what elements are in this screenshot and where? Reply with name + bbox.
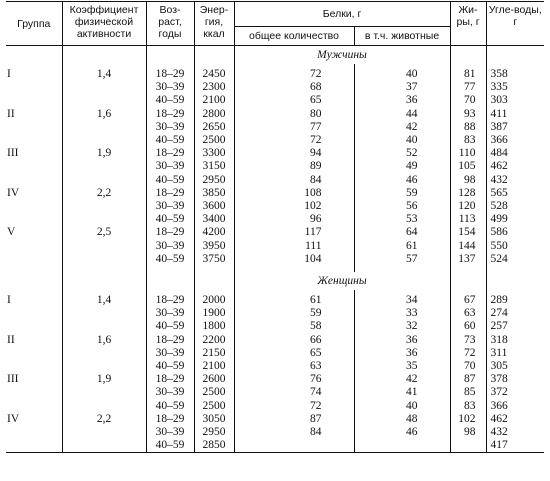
cell-energy: 3750 — [194, 253, 234, 266]
cell-carbs: 565 — [486, 187, 544, 200]
cell-group: III — [7, 373, 19, 386]
cell-activity: 1,6 — [62, 108, 146, 121]
cell-protein-animal: 41 — [354, 386, 450, 399]
cell-carbs: 462 — [486, 160, 544, 173]
cell-protein-total: 117 — [234, 226, 354, 239]
cell-protein-animal — [354, 439, 450, 453]
cell-protein-animal: 32 — [354, 320, 450, 333]
cell-age: 18–29 — [146, 187, 194, 200]
cell-age: 30–39 — [146, 160, 194, 173]
cell-protein-total: 87 — [234, 413, 354, 426]
cell-activity — [62, 400, 146, 413]
cell-protein-animal: 36 — [354, 347, 450, 360]
cell-protein-animal: 48 — [354, 413, 450, 426]
cell-energy: 1900 — [194, 307, 234, 320]
cell-protein-total: 96 — [234, 213, 354, 226]
cell-energy: 2200 — [194, 334, 234, 347]
cell-carbs: 524 — [486, 253, 544, 266]
cell-fat: 110 — [450, 147, 486, 160]
cell-age: 18–29 — [146, 294, 194, 307]
cell-protein-total: 74 — [234, 386, 354, 399]
table-body — [6, 46, 544, 453]
cell-protein-total: 65 — [234, 94, 354, 107]
cell-protein-animal: 59 — [354, 187, 450, 200]
empty-cell — [146, 46, 194, 65]
cell-protein-animal: 53 — [354, 213, 450, 226]
cell-fat: 93 — [450, 108, 486, 121]
cell-age: 30–39 — [146, 307, 194, 320]
cell-protein-total: 72 — [234, 134, 354, 147]
cell-carbs: 432 — [486, 174, 544, 187]
cell-age: 18–29 — [146, 147, 194, 160]
cell-activity: 1,6 — [62, 334, 146, 347]
cell-activity: 1,4 — [62, 68, 146, 81]
cell-carbs: 335 — [486, 81, 544, 94]
header-protein: Белки, г — [234, 2, 450, 27]
cell-protein-total: 63 — [234, 360, 354, 373]
cell-group: II — [7, 333, 15, 346]
cell-protein-animal: 33 — [354, 307, 450, 320]
cell-fat: 70 — [450, 94, 486, 107]
cell-activity — [62, 94, 146, 107]
cell-age: 40–59 — [146, 213, 194, 226]
cell-activity — [62, 386, 146, 399]
cell-protein-animal: 57 — [354, 253, 450, 266]
cell-energy: 3850 — [194, 187, 234, 200]
empty-cell — [62, 46, 146, 65]
cell-energy: 3400 — [194, 213, 234, 226]
cell-fat: 128 — [450, 187, 486, 200]
cell-carbs: 305 — [486, 360, 544, 373]
table-row — [6, 334, 544, 347]
cell-age: 30–39 — [146, 347, 194, 360]
table-row — [6, 68, 544, 81]
cell-fat: 144 — [450, 240, 486, 253]
empty-cell — [486, 46, 544, 65]
cell-activity — [62, 240, 146, 253]
cell-age: 30–39 — [146, 121, 194, 134]
cell-group — [6, 94, 62, 107]
cell-activity: 2,5 — [62, 226, 146, 239]
cell-activity: 1,4 — [62, 294, 146, 307]
empty-cell — [450, 272, 486, 290]
cell-protein-total: 72 — [234, 400, 354, 413]
cell-age: 18–29 — [146, 373, 194, 386]
cell-activity: 2,2 — [62, 413, 146, 426]
cell-energy: 2950 — [194, 174, 234, 187]
cell-fat: 102 — [450, 413, 486, 426]
cell-protein-animal: 46 — [354, 174, 450, 187]
cell-protein-total: 108 — [234, 187, 354, 200]
cell-group — [6, 400, 62, 413]
cell-fat: 83 — [450, 134, 486, 147]
cell-age: 30–39 — [146, 426, 194, 439]
cell-protein-total: 104 — [234, 253, 354, 266]
cell-age: 18–29 — [146, 334, 194, 347]
cell-age: 40–59 — [146, 439, 194, 453]
cell-age: 18–29 — [146, 108, 194, 121]
cell-age: 18–29 — [146, 68, 194, 81]
cell-energy: 2850 — [194, 439, 234, 453]
cell-activity — [62, 81, 146, 94]
cell-fat: 120 — [450, 200, 486, 213]
cell-protein-total: 111 — [234, 240, 354, 253]
cell-carbs: 411 — [486, 108, 544, 121]
cell-group: V — [7, 226, 16, 239]
cell-age: 40–59 — [146, 134, 194, 147]
cell-carbs: 318 — [486, 334, 544, 347]
cell-fat: 83 — [450, 400, 486, 413]
cell-age: 40–59 — [146, 253, 194, 266]
cell-protein-total: 77 — [234, 121, 354, 134]
cell-energy: 2450 — [194, 68, 234, 81]
header-age: Воз-раст, годы — [146, 2, 194, 46]
cell-protein-total: 59 — [234, 307, 354, 320]
empty-cell — [62, 272, 146, 290]
cell-energy: 2950 — [194, 426, 234, 439]
cell-activity — [62, 320, 146, 333]
cell-protein-total: 76 — [234, 373, 354, 386]
cell-activity — [62, 307, 146, 320]
cell-protein-animal: 64 — [354, 226, 450, 239]
cell-group: III — [7, 147, 19, 160]
cell-group: II — [7, 107, 15, 120]
cell-protein-animal: 52 — [354, 147, 450, 160]
cell-carbs: 358 — [486, 68, 544, 81]
cell-activity: 1,9 — [62, 373, 146, 386]
cell-fat: 60 — [450, 320, 486, 333]
cell-carbs: 289 — [486, 294, 544, 307]
cell-group — [6, 240, 62, 253]
header-carbs: Угле-воды, г — [486, 2, 544, 46]
cell-protein-animal: 36 — [354, 94, 450, 107]
cell-carbs: 550 — [486, 240, 544, 253]
cell-energy: 3600 — [194, 200, 234, 213]
cell-carbs: 432 — [486, 426, 544, 439]
table-row — [6, 294, 544, 307]
empty-cell — [486, 272, 544, 290]
table-row — [6, 320, 544, 333]
cell-carbs: 462 — [486, 413, 544, 426]
cell-energy: 2800 — [194, 108, 234, 121]
cell-fat: 67 — [450, 294, 486, 307]
cell-protein-animal: 61 — [354, 240, 450, 253]
cell-energy: 2650 — [194, 121, 234, 134]
cell-protein-total: 72 — [234, 68, 354, 81]
header-protein-animal: в т.ч. животные — [354, 27, 450, 46]
table-row — [6, 121, 544, 134]
cell-energy: 3050 — [194, 413, 234, 426]
cell-energy: 2300 — [194, 81, 234, 94]
empty-cell — [194, 272, 234, 290]
cell-protein-total — [234, 439, 354, 453]
empty-cell — [194, 46, 234, 65]
cell-group — [6, 439, 62, 453]
table-row — [6, 160, 544, 173]
cell-carbs: 387 — [486, 121, 544, 134]
cell-carbs: 372 — [486, 386, 544, 399]
cell-energy: 3150 — [194, 160, 234, 173]
table-row — [6, 81, 544, 94]
cell-energy: 1800 — [194, 320, 234, 333]
table-row — [6, 240, 544, 253]
cell-fat: 63 — [450, 307, 486, 320]
table-row — [6, 134, 544, 147]
cell-carbs: 257 — [486, 320, 544, 333]
header-energy: Энер-гия, ккал — [194, 2, 234, 46]
cell-protein-animal: 34 — [354, 294, 450, 307]
cell-activity: 2,2 — [62, 187, 146, 200]
cell-carbs: 303 — [486, 94, 544, 107]
table-row — [6, 347, 544, 360]
cell-group — [6, 347, 62, 360]
cell-group: IV — [7, 186, 20, 199]
cell-carbs: 311 — [486, 347, 544, 360]
cell-protein-animal: 44 — [354, 108, 450, 121]
cell-group — [6, 200, 62, 213]
cell-fat: 87 — [450, 373, 486, 386]
cell-group — [6, 81, 62, 94]
header-fat: Жи-ры, г — [450, 2, 486, 46]
cell-carbs: 417 — [486, 439, 544, 453]
cell-activity — [62, 160, 146, 173]
cell-protein-animal: 35 — [354, 360, 450, 373]
cell-group: I — [7, 68, 11, 80]
cell-age: 18–29 — [146, 226, 194, 239]
cell-protein-animal: 49 — [354, 160, 450, 173]
cell-fat: 81 — [450, 68, 486, 81]
section-title-row — [6, 272, 544, 290]
header-protein-total: общее количество — [234, 27, 354, 46]
table-row — [6, 108, 544, 121]
cell-fat: 70 — [450, 360, 486, 373]
cell-carbs: 499 — [486, 213, 544, 226]
empty-cell — [146, 272, 194, 290]
cell-activity — [62, 174, 146, 187]
cell-energy: 2100 — [194, 360, 234, 373]
cell-protein-total: 65 — [234, 347, 354, 360]
table-row — [6, 187, 544, 200]
cell-protein-animal: 37 — [354, 81, 450, 94]
cell-fat: 73 — [450, 334, 486, 347]
cell-fat: 105 — [450, 160, 486, 173]
cell-energy: 2500 — [194, 400, 234, 413]
cell-group — [6, 386, 62, 399]
cell-group — [6, 307, 62, 320]
cell-protein-total: 84 — [234, 174, 354, 187]
table-row — [6, 94, 544, 107]
nutrition-table — [6, 1, 544, 453]
table-row — [6, 147, 544, 160]
cell-energy: 2000 — [194, 294, 234, 307]
empty-cell — [6, 272, 62, 290]
cell-protein-animal: 40 — [354, 68, 450, 81]
table-row — [6, 386, 544, 399]
cell-carbs: 484 — [486, 147, 544, 160]
table-row — [6, 413, 544, 426]
cell-protein-animal: 36 — [354, 334, 450, 347]
cell-fat: 88 — [450, 121, 486, 134]
table-row — [6, 253, 544, 266]
cell-carbs: 378 — [486, 373, 544, 386]
table-row — [6, 400, 544, 413]
cell-fat: 98 — [450, 426, 486, 439]
cell-protein-total: 66 — [234, 334, 354, 347]
cell-energy: 2500 — [194, 386, 234, 399]
cell-protein-animal: 42 — [354, 373, 450, 386]
cell-fat: 137 — [450, 253, 486, 266]
section-title: Мужчины — [234, 46, 450, 65]
cell-activity — [62, 200, 146, 213]
cell-protein-animal: 42 — [354, 121, 450, 134]
cell-age: 30–39 — [146, 386, 194, 399]
cell-age: 40–59 — [146, 94, 194, 107]
cell-protein-total: 89 — [234, 160, 354, 173]
table-row — [6, 307, 544, 320]
table-row — [6, 174, 544, 187]
cell-age: 30–39 — [146, 200, 194, 213]
cell-protein-total: 58 — [234, 320, 354, 333]
header-activity: Коэффициент физической активности — [62, 2, 146, 46]
cell-group — [6, 121, 62, 134]
cell-protein-animal: 40 — [354, 134, 450, 147]
cell-age: 40–59 — [146, 360, 194, 373]
table-row — [6, 360, 544, 373]
table-row — [6, 373, 544, 386]
cell-fat — [450, 439, 486, 453]
empty-cell — [450, 46, 486, 65]
section-title: Женщины — [234, 272, 450, 290]
cell-energy: 3300 — [194, 147, 234, 160]
header-group: Группа — [6, 2, 62, 46]
cell-carbs: 366 — [486, 400, 544, 413]
cell-group — [6, 360, 62, 373]
table-row — [6, 213, 544, 226]
cell-protein-total: 61 — [234, 294, 354, 307]
cell-protein-total: 94 — [234, 147, 354, 160]
cell-fat: 77 — [450, 81, 486, 94]
cell-activity — [62, 360, 146, 373]
cell-protein-total: 102 — [234, 200, 354, 213]
cell-fat: 85 — [450, 386, 486, 399]
cell-energy: 3950 — [194, 240, 234, 253]
cell-fat: 113 — [450, 213, 486, 226]
cell-activity — [62, 134, 146, 147]
cell-group — [6, 134, 62, 147]
cell-activity — [62, 426, 146, 439]
cell-carbs: 528 — [486, 200, 544, 213]
cell-group — [6, 160, 62, 173]
cell-fat: 98 — [450, 174, 486, 187]
cell-age: 30–39 — [146, 240, 194, 253]
cell-protein-total: 68 — [234, 81, 354, 94]
cell-energy: 4200 — [194, 226, 234, 239]
cell-energy: 2150 — [194, 347, 234, 360]
cell-activity — [62, 253, 146, 266]
cell-carbs: 366 — [486, 134, 544, 147]
cell-age: 40–59 — [146, 320, 194, 333]
cell-activity: 1,9 — [62, 147, 146, 160]
cell-group — [6, 426, 62, 439]
cell-group: IV — [7, 412, 20, 425]
section-title-row — [6, 46, 544, 65]
cell-age: 18–29 — [146, 413, 194, 426]
cell-fat: 72 — [450, 347, 486, 360]
cell-energy: 2600 — [194, 373, 234, 386]
cell-energy: 2100 — [194, 94, 234, 107]
cell-carbs: 586 — [486, 226, 544, 239]
cell-fat: 154 — [450, 226, 486, 239]
cell-protein-animal: 46 — [354, 426, 450, 439]
cell-energy: 2500 — [194, 134, 234, 147]
cell-age: 40–59 — [146, 174, 194, 187]
empty-cell — [6, 46, 62, 65]
cell-group — [6, 253, 62, 266]
cell-protein-animal: 56 — [354, 200, 450, 213]
cell-activity — [62, 347, 146, 360]
cell-age: 40–59 — [146, 400, 194, 413]
cell-group — [6, 320, 62, 333]
table-row — [6, 200, 544, 213]
cell-carbs: 274 — [486, 307, 544, 320]
cell-protein-total: 84 — [234, 426, 354, 439]
table-header — [6, 2, 544, 46]
cell-group: I — [7, 294, 11, 307]
cell-protein-total: 80 — [234, 108, 354, 121]
cell-age: 30–39 — [146, 81, 194, 94]
cell-activity — [62, 439, 146, 453]
table-row — [6, 439, 544, 453]
cell-group — [6, 213, 62, 226]
cell-protein-animal: 40 — [354, 400, 450, 413]
table-row — [6, 426, 544, 439]
table-row — [6, 226, 544, 239]
cell-activity — [62, 121, 146, 134]
cell-activity — [62, 213, 146, 226]
cell-group — [6, 174, 62, 187]
